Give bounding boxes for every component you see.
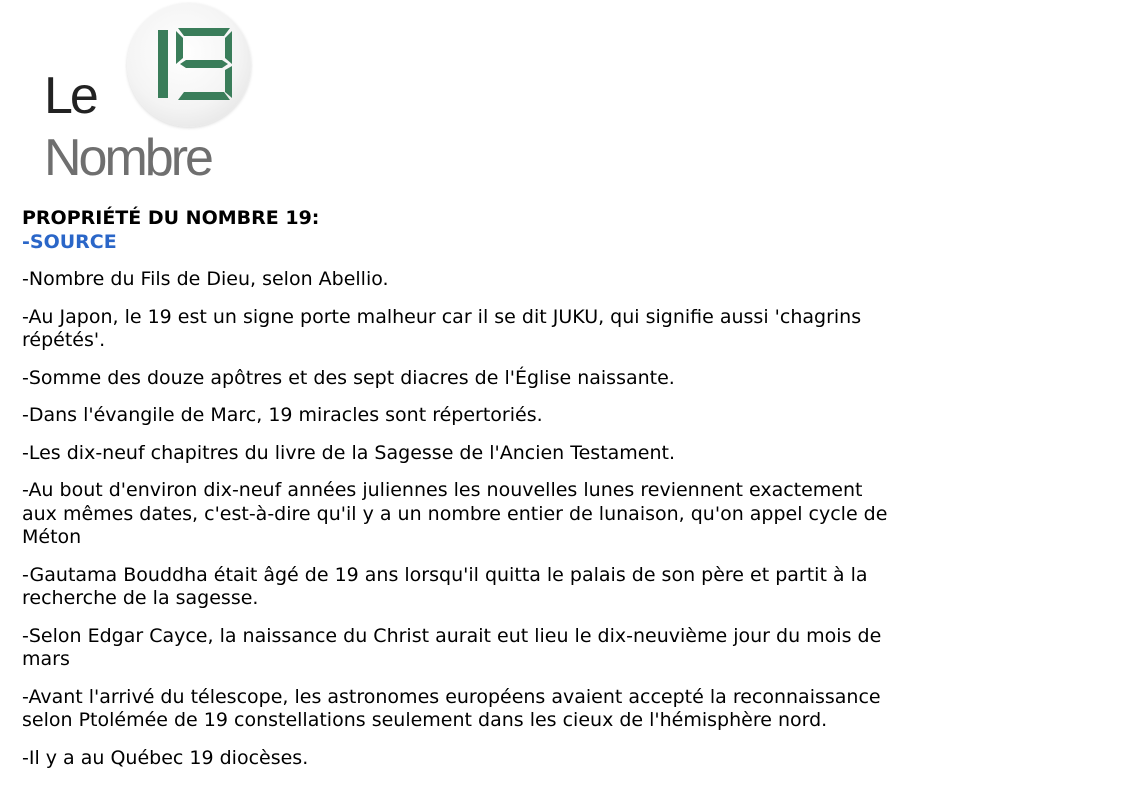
fact-item: -Somme des douze apôtres et des sept diacres de l'Église naissante. xyxy=(22,366,675,389)
fact-item: -Gautama Bouddha était âgé de 19 ans lorsqu'il quitta le palais de son père et partit à la recherche de la sagesse. xyxy=(22,563,868,609)
fact-item: -Dans l'évangile de Marc, 19 miracles sont répertoriés. xyxy=(22,404,543,426)
facts-list xyxy=(22,268,902,770)
logo-number-19-digits xyxy=(154,24,234,104)
logo-word-nombre: Nombre xyxy=(44,129,211,187)
fact-item: -Au Japon, le 19 est un signe porte malheur car il se dit JUKU, qui signifie aussi 'chagrins répétés'. xyxy=(22,305,862,351)
fact-item: -Nombre du Fils de Dieu, selon Abellio. xyxy=(22,268,389,290)
page-title: PROPRIÉTÉ DU NOMBRE 19: xyxy=(22,207,320,229)
article-content xyxy=(22,206,902,784)
site-logo xyxy=(30,0,270,190)
fact-item: -Il y a au Québec 19 diocèses. xyxy=(22,746,309,769)
logo-word-le: Le xyxy=(44,67,96,125)
source-link[interactable]: -SOURCE xyxy=(22,231,117,253)
fact-item: -Avant l'arrivé du télescope, les astronomes européens avaient accepté la reconnaissance selon Ptolémée de 19 constellations seulement dans les cieux de l'hémisphère nord. xyxy=(22,685,881,731)
fact-item: -Selon Edgar Cayce, la naissance du Christ aurait eut lieu le dix-neuvième jour du mois de mars xyxy=(22,624,882,670)
fact-item: -Les dix-neuf chapitres du livre de la Sagesse de l'Ancien Testament. xyxy=(22,441,676,464)
fact-item: -Au bout d'environ dix-neuf années juliennes les nouvelles lunes reviennent exactement aux mêmes dates, c'est-à-dire qu'il y a un nombre entier de lunaison, qu'on appel cycle de Méton xyxy=(22,479,888,548)
